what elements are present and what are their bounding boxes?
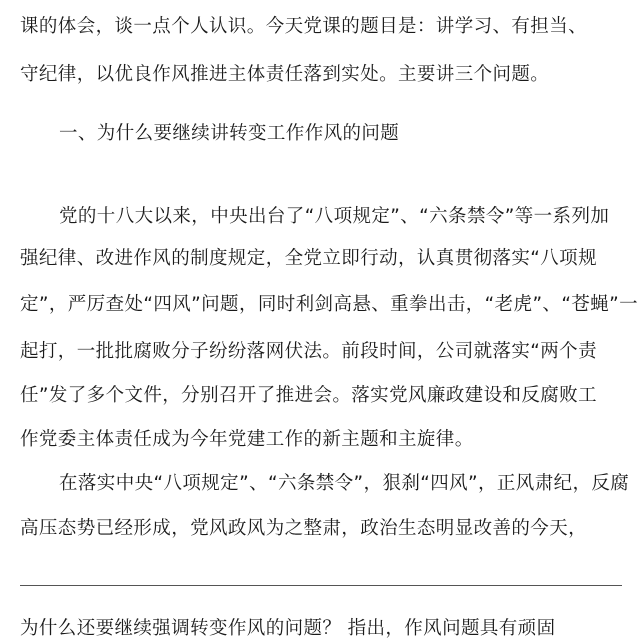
paragraph-2-line-4: 起打，一批批腐败分子纷纷落网伏法。前段时间，公司就落实“两个责: [20, 341, 597, 362]
section-heading-1: 一、为什么要继续讲转变工作作风的问题: [59, 123, 400, 144]
paragraph-3-line-1: 在落实中央“八项规定”、“六条禁令”，狠刹“四风”，正风肃纪，反腐: [59, 473, 630, 494]
paragraph-1-line-2: 守纪律，以优良作风推进主体责任落到实处。主要讲三个问题。: [20, 64, 550, 85]
page-divider: [20, 585, 622, 586]
next-page-line-1: 为什么还要继续强调转变作风的问题？ 指出，作风问题具有顽固: [20, 618, 556, 639]
paragraph-3-line-2: 高压态势已经形成，党风政风为之整肃，政治生态明显改善的今天，: [20, 518, 588, 539]
paragraph-2-line-2: 强纪律、改进作风的制度规定，全党立即行动，认真贯彻落实“八项规: [20, 248, 597, 269]
paragraph-2-line-1: 党的十八大以来，中央出台了“八项规定”、“六条禁令”等一系列加: [59, 206, 610, 227]
paragraph-2-line-5: 任”发了多个文件，分别召开了推进会。落实党风廉政建设和反腐败工: [20, 385, 597, 406]
paragraph-2-line-6: 作党委主体责任成为今年党建工作的新主题和主旋律。: [20, 429, 474, 450]
paragraph-2-line-3: 定”，严厉查处“四风”问题，同时利剑高悬、重拳出击，“老虎”、“苍蝇”一: [20, 294, 638, 315]
paragraph-1-line-1: 课的体会，谈一点个人认识。今天党课的题目是：讲学习、有担当、: [20, 16, 588, 37]
